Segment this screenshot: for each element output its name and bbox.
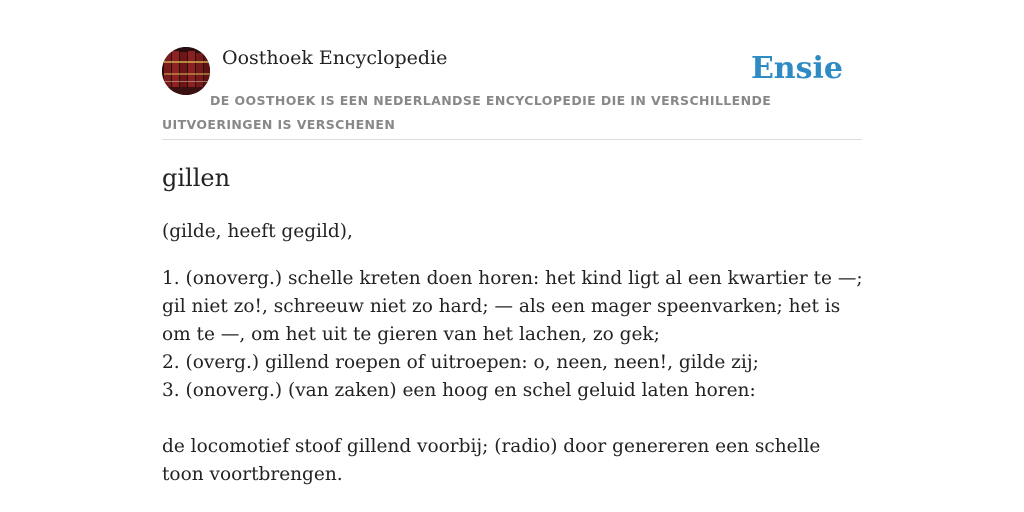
site-title[interactable]: Oosthoek Encyclopedie <box>222 47 448 69</box>
book-spines-icon <box>162 47 210 95</box>
sense-item: 3. (onoverg.) (van zaken) een hoog en schel geluid laten horen: <box>162 380 756 401</box>
entry-title: gillen <box>162 164 231 192</box>
entry-senses <box>162 265 864 405</box>
brand-logo[interactable]: Ensie <box>750 51 843 86</box>
site-header <box>162 46 862 140</box>
avatar[interactable] <box>162 47 210 95</box>
entry-forms: (gilde, heeft gegild), <box>162 221 353 242</box>
site-description: DE OOSTHOEK IS EEN NEDERLANDSE ENCYCLOPEDIE DIE IN VERSCHILLENDE UITVOERINGEN IS VERSCHENEN <box>162 93 772 132</box>
entry-example: de locomotief stoof gillend voorbij; (radio) door genereren een schelle toon voortbrengen. <box>162 436 821 485</box>
entry-content <box>162 160 864 489</box>
sense-item: 2. (overg.) gillend roepen of uitroepen: o, neen, neen!, gilde zij; <box>162 352 759 373</box>
sense-item: 1. (onoverg.) schelle kreten doen horen: het kind ligt al een kwartier te —; gil niet zo!, schreeuw niet zo hard; — als een mager speenvarken; het is om te —, om het uit te gieren van het lachen, zo gek; <box>162 268 863 345</box>
